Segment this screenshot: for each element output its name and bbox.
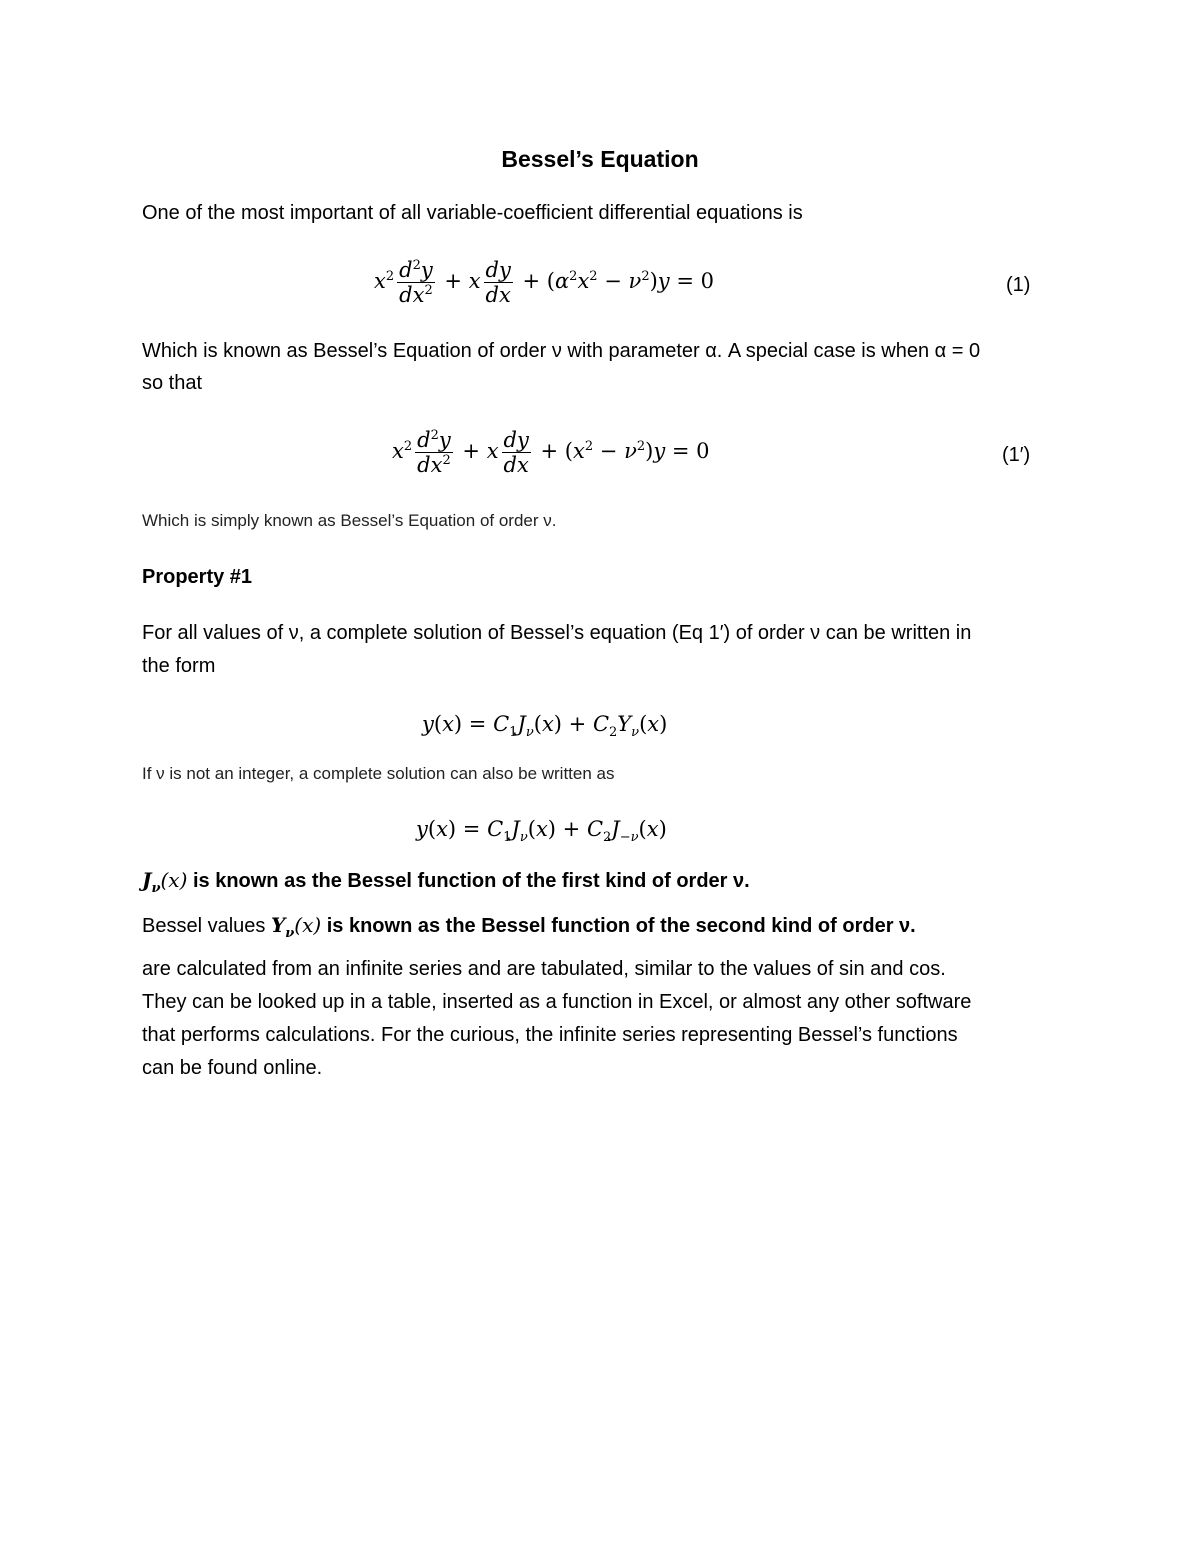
equation-number-1-prime: (1′) [1002, 444, 1031, 466]
complete-solution-equation: $y(x) = C_1J_\nu(x) + C_2Y_\nu(x)$ [422, 712, 668, 741]
first-kind-definition: $J_\nu(x)$ is known as the Bessel function of the first kind of order ν. [142, 868, 750, 896]
alternate-solution-equation: $y(x) = C_1J_\nu(x) + C_2J_{-\nu}(x)$ [416, 817, 667, 846]
closing-line-1: are calculated from an infinite series and are tabulated, similar to the values of sin and cos. [142, 958, 946, 980]
equation-number-1: (1) [1006, 274, 1031, 296]
bessel-equation-1: $x^2$ $\frac{d^2y}{dx^2}$ + x $\frac{dy}{dx}$ + $(\alpha^2x^2 - \nu^2)y = 0$ [374, 258, 714, 307]
bessel-equation-1-prime: $x^2$ $\frac{d^2y}{dx^2}$ + x $\frac{dy}{dx}$ + $(x^2 - \nu^2)y = 0$ [392, 428, 710, 477]
closing-line-4: can be found online. [142, 1057, 323, 1079]
closing-line-2: They can be looked up in a table, inserted as a function in Excel, or almost any other software [142, 991, 972, 1013]
first-kind-text: is known as the Bessel function of the first kind of order ν. [192, 870, 750, 892]
page-title: Bessel’s Equation [501, 146, 699, 172]
property-heading: Property #1 [142, 566, 253, 588]
intro-paragraph: One of the most important of all variable-coefficient differential equations is [142, 202, 803, 224]
order-note: Which is simply known as Bessel’s Equation of order ν. [142, 511, 557, 530]
paragraph-special-case-line1: Which is known as Bessel’s Equation of order ν with parameter α. A special case is when α = 0 [142, 340, 981, 362]
property-text-line2: the form [142, 655, 216, 677]
property-text-line1: For all values of ν, a complete solution of Bessel’s equation (Eq 1′) of order ν can be written in [142, 622, 972, 644]
second-kind-definition: Bessel values $Y_\nu(x)$ is known as the Bessel function of the second kind of order ν. [142, 913, 916, 941]
closing-line-3: that performs calculations. For the curious, the infinite series representing Bessel’s functions [142, 1024, 958, 1046]
non-integer-note: If ν is not an integer, a complete solution can also be written as [142, 764, 615, 783]
second-kind-text: is known as the Bessel function of the second kind of order ν. [326, 915, 916, 937]
bessel-values-prefix: Bessel values [142, 915, 266, 937]
paragraph-special-case-line2: so that [142, 372, 203, 394]
